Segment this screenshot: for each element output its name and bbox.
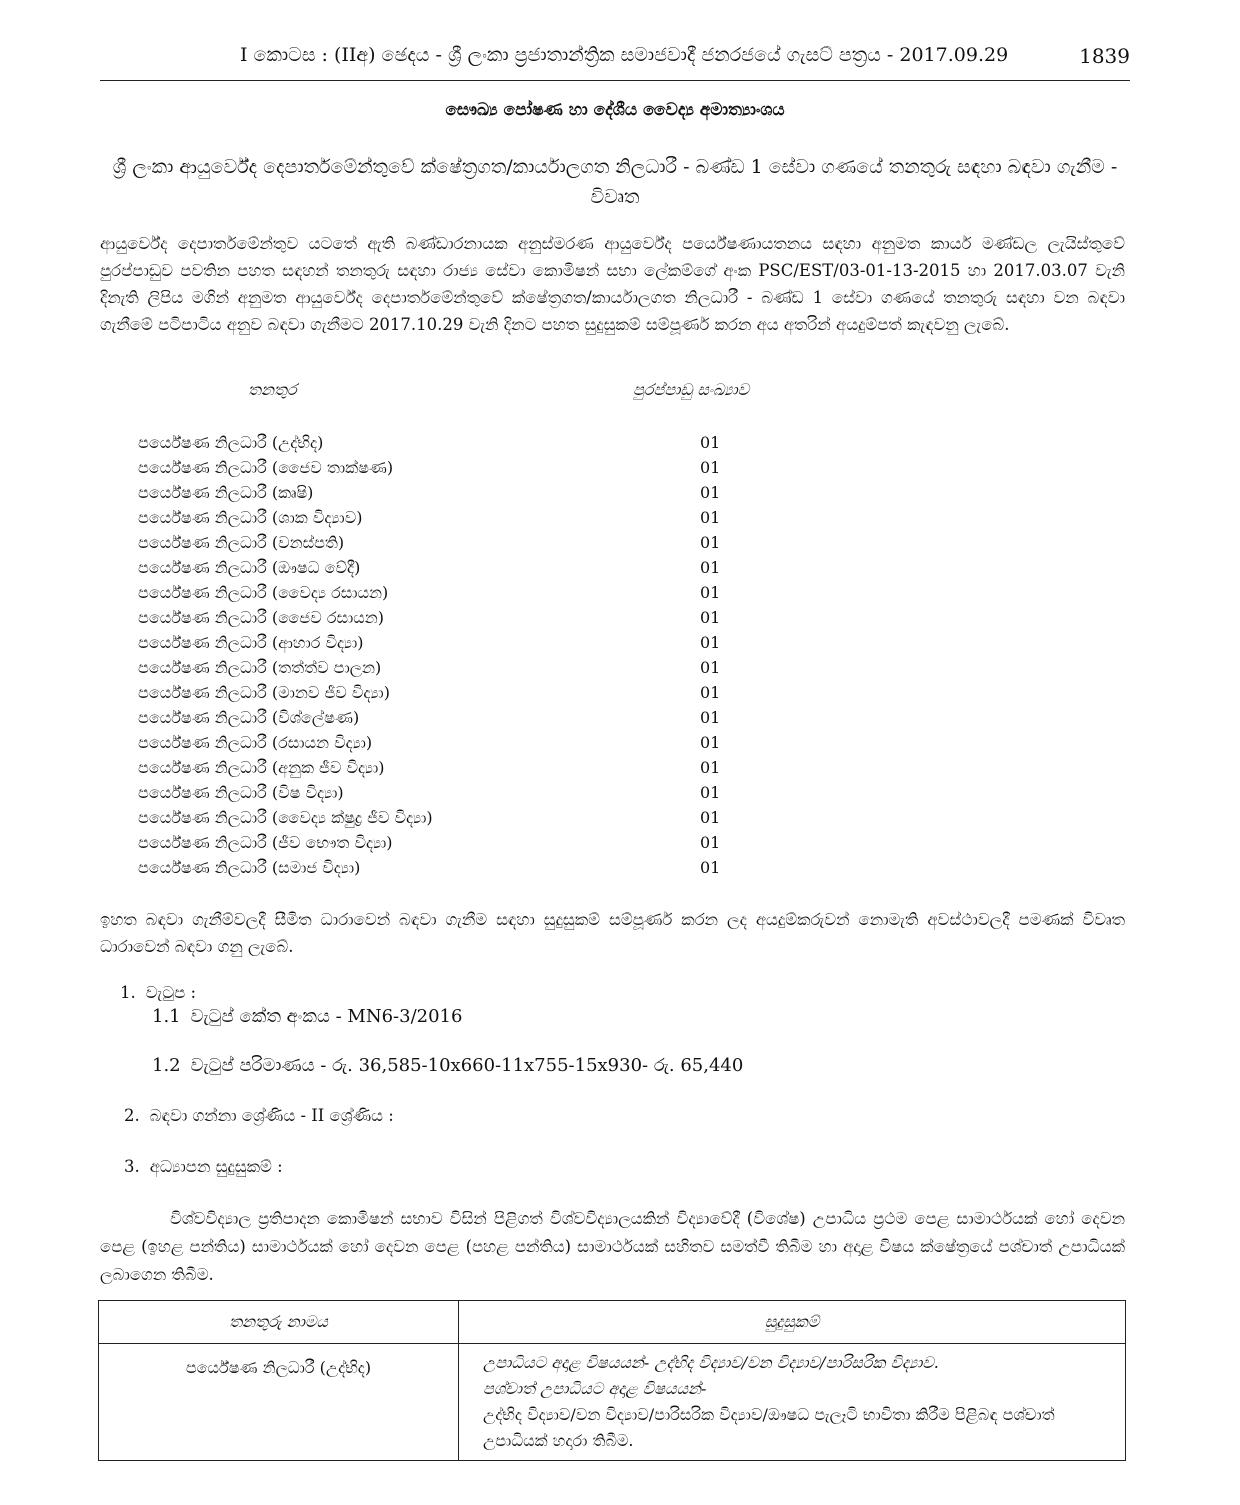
header-title: I කොටස : (IIඅ) ඡෙදය - ශ්‍රී ලංකා ප්‍රජාතාන්ත්‍රික සමාජවාදී ජනරජයේ ගැසට් පත්‍රය - 2017.09.29 (240, 44, 1009, 66)
section-salary-code (152, 1006, 462, 1027)
note-paragraph: ඉහත බඳවා ගැනීම්වලදී සීමිත ධාරාවෙන් බඳවා ගැනීම සඳහා සුදුසුකම් සම්පූර්ණ කරන ලද අයදුම්කරුවන් නොමැති අවස්ථාවලදී පමණක් විවෘත ධාරාවෙන් බඳවා ගනු ලැබේ. (100, 910, 1125, 956)
requirement-line: උද්භිද විද්‍යාව/වන විද්‍යාව/පාරිසරික විද්‍යාව/ඖෂධ පැලෑටි භාවිතා කිරීම පිළිබඳ පශ්චාත් උපාධියක් හදාරා තිබීම. (483, 1405, 1055, 1450)
qual-table-post-cell: පර්යේෂණ නිලධාරී (උද්භිද) (99, 1344, 459, 1461)
notice-title: ශ්‍රී ලංකා ආයුර්වේද දෙපාර්තමේන්තුවේ ක්ෂේත්‍රගත/කාර්යාලගත නිලධාරී - බණ්ඩ 1 සේවා ගණයේ තනතුරු සඳහා බඳවා ගැනීම - විවෘත (112, 156, 1118, 208)
post-name: පර්යේෂණ නිලධාරී (විශ්ලේෂණ) (138, 708, 360, 727)
list-item (138, 680, 838, 705)
vacancy-count: 01 (700, 433, 721, 452)
list-item (138, 655, 838, 680)
table-row (99, 1344, 1126, 1461)
post-name: පර්යේෂණ නිලධාරී (ජෛව රසායන) (138, 608, 385, 627)
list-item (138, 505, 838, 530)
section-qualifications (124, 1157, 283, 1177)
list-item (138, 730, 838, 755)
list-item (138, 480, 838, 505)
section-number: 1. (120, 983, 136, 1002)
list-item (138, 855, 838, 880)
vacancy-count: 01 (700, 733, 721, 752)
post-name: පර්යේෂණ නිලධාරී (සමාජ විද්‍යා) (138, 858, 361, 877)
section-label: වැටුප : (145, 983, 197, 1002)
post-name: පර්යේෂණ නිලධාරී (තත්ත්ව පාලන) (138, 658, 382, 677)
posts-column-header-post: තනතුර (248, 380, 297, 399)
post-name: පර්යේෂණ නිලධාරී (ඖෂධ වේදී) (138, 558, 361, 577)
vacancy-count: 01 (700, 783, 721, 802)
vacancy-count: 01 (700, 683, 721, 702)
list-item (138, 755, 838, 780)
qualifications-table (98, 1300, 1126, 1461)
post-name: පර්යේෂණ නිලධාරී (වනස්පති) (138, 533, 345, 552)
post-name: පර්යේෂණ නිලධාරී (අනුක ජීව විද්‍යා) (138, 758, 385, 777)
section-label: වැටුප් පරිමාණය - (190, 1055, 327, 1076)
section-label: බඳවා ගන්නා ශ්‍රේණිය - (149, 1106, 307, 1125)
vacancy-count: 01 (700, 583, 721, 602)
intro-paragraph: ආයුර්වේද දෙපාර්තමේන්තුව යටතේ ඇති බණ්ඩාරනායක අනුස්මරණ ආයුර්වේද පර්යේෂණායතනය සඳහා අනුමත කාර්ය මණ්ඩල ලැයිස්තුවේ පුරප්පාඩුව පවතින පහත සඳහන් තනතුරු සඳහා රාජ්‍ය සේවා කොමිෂන් සභා ලේකම්ගේ අංක PSC/EST/03-01-13-2015 හා 2017.03.07 වැනි දිනැති ලිපිය මගින් අනුමත ආයුර්වේද දෙපාර්තමේන්තුවේ ක්ෂේත්‍රගත/කාර්යාලගත නිලධාරී - බණ්ඩ 1 සේවා ගණයේ තනතුරු සඳහා වන බඳවා ගැනීමේ පටිපාටිය අනුව බඳවා ගැනීමට 2017.10.29 වැනි දිනට පහත සුදුසුකම් සම්පූර්ණ කරන අය අතරින් අයදුම්පත් කැඳවනු ලැබේ. (100, 234, 1125, 334)
section-number: 2. (124, 1106, 140, 1125)
vacancy-count: 01 (700, 458, 721, 477)
list-item (138, 530, 838, 555)
vacancy-count: 01 (700, 708, 721, 727)
vacancy-count: 01 (700, 533, 721, 552)
vacancy-count: 01 (700, 858, 721, 877)
list-item (138, 455, 838, 480)
qual-table-header-post: තනතුරු නාමය (99, 1301, 459, 1344)
vacancy-count: 01 (700, 608, 721, 627)
post-name: පර්යේෂණ නිලධාරී (ජෛව තාක්ෂණ) (138, 458, 394, 477)
list-item (138, 830, 838, 855)
post-name: පර්යේෂණ නිලධාරී (වෛද්‍ය ක්ෂුද්‍ර ජීව විද්‍යා) (138, 808, 433, 827)
vacancy-count: 01 (700, 833, 721, 852)
list-item (138, 430, 838, 455)
requirement-line: උපාධියට අදාළ විෂයයන්- උද්භිද විද්‍යාව/වන විද්‍යාව/පාරිසරික විද්‍යාව. (483, 1353, 939, 1372)
vacancy-count: 01 (700, 483, 721, 502)
list-item (138, 780, 838, 805)
section-grade (124, 1106, 394, 1126)
post-name: පර්යේෂණ නිලධාරී (කෘෂි) (138, 483, 314, 502)
post-name: පර්යේෂණ නිලධාරී (රසායන විද්‍යා) (138, 733, 373, 752)
grade-value: II ශ්‍රේණිය : (311, 1106, 394, 1125)
list-item (138, 705, 838, 730)
requirement-line: පශ්චාත් උපාධියට අදාළ විෂයයන්- (483, 1379, 707, 1398)
section-label: අධ්‍යාපන සුදුසුකම් : (149, 1157, 283, 1176)
post-name: පර්යේෂණ නිලධාරී (විෂ විද්‍යා) (138, 783, 344, 802)
post-name: පර්යේෂණ නිලධාරී (උද්භිද) (138, 433, 324, 452)
posts-list (138, 430, 838, 880)
header-divider (100, 80, 1130, 81)
list-item (138, 605, 838, 630)
section-label: වැටුප් කේත අංකය - (190, 1006, 342, 1027)
ministry-name: සෞඛ්‍ය පෝෂණ හා දේශීය වෛද්‍ය අමාත්‍යාංශය (445, 100, 785, 120)
post-name: පර්යේෂණ නිලධාරී (මානව ජීව විද්‍යා) (138, 683, 390, 702)
section-number: 1.2 (152, 1055, 181, 1076)
list-item (138, 630, 838, 655)
vacancy-count: 01 (700, 633, 721, 652)
vacancy-count: 01 (700, 508, 721, 527)
qualifications-paragraph: විශ්වවිද්‍යාල ප්‍රතිපාදන කොමිෂන් සභාව විසින් පිළිගත් විශ්වවිද්‍යාලයකින් විද්‍යාවේදී (විශේෂ) උපාධිය ප්‍රථම පෙළ සාමාර්ථයක් හෝ දෙවන පෙළ (ඉහළ පන්තිය) සාමාර්ථයක් හෝ දෙවන පෙළ (පහළ පන්තිය) සාමාර්ථයක් සහිතව සමත්වී තිබීම හා අදාළ විෂය ක්ෂේත්‍රයේ පශ්චාත් උපාධියක් ලබාගෙන තිබීම. (100, 1209, 1125, 1284)
page-header (100, 44, 1130, 72)
vacancy-count: 01 (700, 558, 721, 577)
salary-scale-value: රු. 36,585-10x660-11x755-15x930- රු. 65,440 (332, 1055, 744, 1076)
vacancy-count: 01 (700, 658, 721, 677)
post-name: පර්යේෂණ නිලධාරී (ආහාර විද්‍යා) (138, 633, 364, 652)
qual-table-requirements-cell (459, 1344, 1126, 1461)
section-salary-scale (152, 1055, 743, 1076)
section-number: 3. (124, 1157, 140, 1176)
posts-column-header-vacancies: පුරප්පාඩු සංඛ්‍යාව (633, 380, 750, 399)
post-name: පර්යේෂණ නිලධාරී (ජීව භෞත විද්‍යා) (138, 833, 393, 852)
qual-table-header-requirements: සුදුසුකම් (459, 1301, 1126, 1344)
list-item (138, 805, 838, 830)
section-number: 1.1 (152, 1006, 181, 1027)
vacancy-count: 01 (700, 758, 721, 777)
post-name: පර්යේෂණ නිලධාරී (ශාක විද්‍යාව) (138, 508, 363, 527)
list-item (138, 580, 838, 605)
section-salary (120, 983, 196, 1003)
page-number: 1839 (1079, 44, 1130, 68)
post-name: පර්යේෂණ නිලධාරී (වෛද්‍ය රසායන) (138, 583, 389, 602)
vacancy-count: 01 (700, 808, 721, 827)
salary-code-value: MN6-3/2016 (347, 1006, 463, 1027)
list-item (138, 555, 838, 580)
